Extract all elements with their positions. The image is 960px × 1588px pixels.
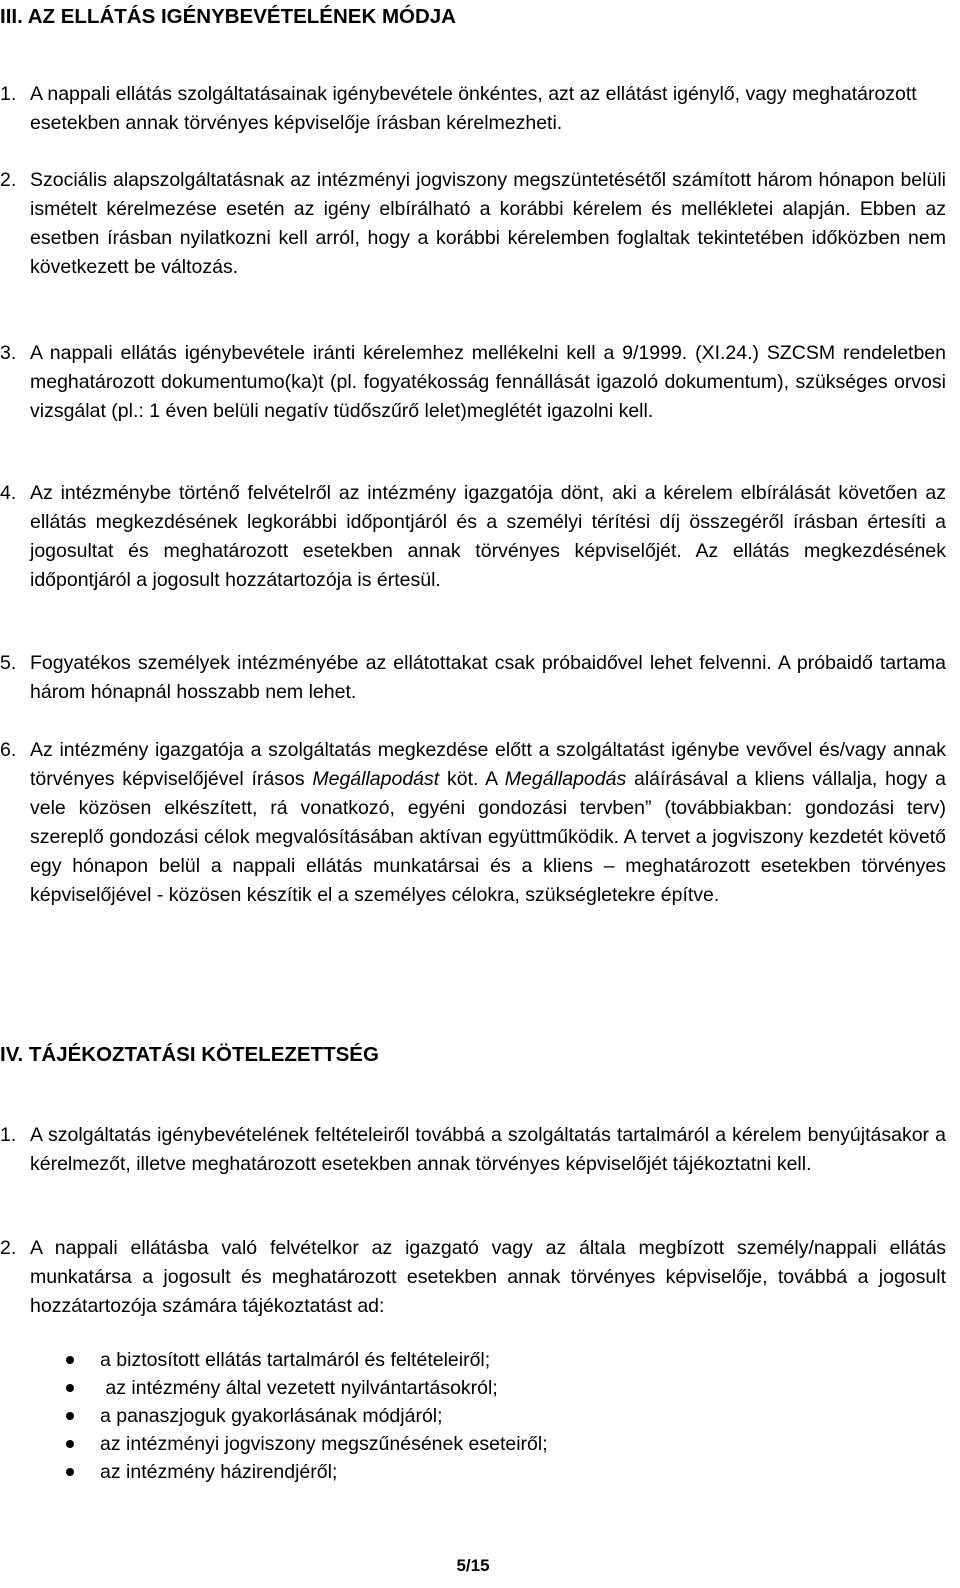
item-number: 5. [0, 652, 17, 674]
list-item [100, 1402, 920, 1430]
item-number: 3. [0, 342, 17, 364]
list-item [100, 1458, 920, 1486]
list-item-text: a biztosított ellátás tartalmáról és feltételeiről; [100, 1349, 491, 1371]
item-text: A nappali ellátásba való felvételkor az igazgató vagy az általa megbízott személy/nappali ellátás munkatársa a jogosult és meghatározott esetekben annak törvényes képviselője, továbbá a jogosult hozzátartozója számára tájékoztatást ad: [30, 1237, 946, 1317]
item-text: A nappali ellátás szolgáltatásainak igénybevétele önkéntes, azt az ellátást igénylő, vagy meghatározott esetekben annak törvényes képviselője írásban kérelmezheti. [30, 83, 917, 134]
megallapodas-italic-2: Megállapodás [504, 768, 627, 790]
list-item [100, 1346, 920, 1374]
section-heading-iv: IV. TÁJÉKOZTATÁSI KÖTELEZETTSÉG [0, 1043, 379, 1066]
item-text: Szociális alapszolgáltatásnak az intézményi jogviszony megszüntetésétől számított három hónapon belüli ismételt kérelmezése esetén az igény elbírálható a korábbi kérelem és mellékletei alapján. Ebben az esetben írásban nyilatkozni kell arról, hogy a korábbi kérelemben foglaltak tekintetében időközben nem következett be változás. [30, 169, 946, 278]
list-item-text: az intézményi jogviszony megszűnésének eseteiről; [100, 1433, 548, 1455]
list-item [100, 1374, 920, 1402]
bullet-icon [66, 1440, 74, 1448]
item-text-part3: aláírásával a kliens vállalja, hogy a vele közösen elkészített, rá vonatkozó, egyéni gondozási tervben” (továbbiakban: gondozási terv) szereplő gondozási célok megvalósításában aktívan együttműködik. A tervet a jogviszony kezdetét követő egy hónapon belül a nappali ellátás munkatársai és a kliens – meghatározott esetekben törvényes képviselőjével - közösen készítik el a személyes célokra, szükségletekre építve. [30, 768, 946, 906]
item-number: 4. [0, 482, 17, 504]
paragraph-4-2 [0, 1234, 946, 1321]
paragraph-3-2 [0, 166, 946, 282]
item-text: Fogyatékos személyek intézményébe az ellátottakat csak próbaidővel lehet felvenni. A próbaidő tartama három hónapnál hosszabb nem lehet. [30, 652, 946, 703]
item-number: 1. [0, 1124, 17, 1146]
item-number: 6. [0, 739, 17, 761]
item-number: 2. [0, 1237, 17, 1259]
item-text-part2: köt. A [439, 768, 505, 790]
list-item-text: az intézmény házirendjéről; [100, 1461, 338, 1483]
paragraph-3-1 [0, 80, 946, 138]
list-item-text: az intézmény által vezetett nyilvántartásokról; [100, 1377, 498, 1399]
paragraph-4-1 [0, 1121, 946, 1179]
megallapodas-italic-1: Megállapodást [312, 768, 440, 790]
bullet-icon [66, 1356, 74, 1364]
paragraph-3-4 [0, 479, 946, 595]
paragraph-3-5 [0, 649, 946, 707]
paragraph-3-3 [0, 339, 946, 426]
item-number: 2. [0, 169, 17, 191]
bullet-list [100, 1346, 920, 1486]
bullet-icon [66, 1468, 74, 1476]
item-text: A szolgáltatás igénybevételének feltételeiről továbbá a szolgáltatás tartalmáról a kérelem benyújtásakor a kérelmezőt, illetve meghatározott esetekben annak törvényes képviselőjét tájékoztatni kell. [30, 1124, 946, 1175]
list-item [100, 1430, 920, 1458]
item-text: Az intézménybe történő felvételről az intézmény igazgatója dönt, aki a kérelem elbírálását követően az ellátás megkezdésének legkorábbi időpontjáról és a személyi térítési díj összegéről írásban értesíti a jogosultat és meghatározott esetekben annak törvényes képviselőjét. Az ellátás megkezdésének időpontjáról a jogosult hozzátartozója is értesül. [30, 482, 946, 591]
section-heading-iii: III. AZ ELLÁTÁS IGÉNYBEVÉTELÉNEK MÓDJA [0, 5, 456, 28]
page-number: 5/15 [456, 1556, 490, 1575]
bullet-icon [66, 1384, 74, 1392]
item-text-part1: Az intézmény igazgatója a szolgáltatás megkezdése előtt a szolgáltatást igénybe vevővel és/vagy annak törvényes képviselőjével írásos [30, 739, 946, 790]
item-number: 1. [0, 83, 17, 105]
bullet-icon [66, 1412, 74, 1420]
item-text: A nappali ellátás igénybevétele iránti kérelemhez mellékelni kell a 9/1999. (XI.24.) SZCSM rendeletben meghatározott dokumentumo(ka)t (pl. fogyatékosság fennállását igazoló dokumentum), szükséges orvosi vizsgálat (pl.: 1 éven belüli negatív tüdőszűrő lelet)meglétét igazolni kell. [30, 342, 946, 422]
list-item-text: a panaszjoguk gyakorlásának módjáról; [100, 1405, 443, 1427]
paragraph-3-6 [0, 736, 946, 910]
